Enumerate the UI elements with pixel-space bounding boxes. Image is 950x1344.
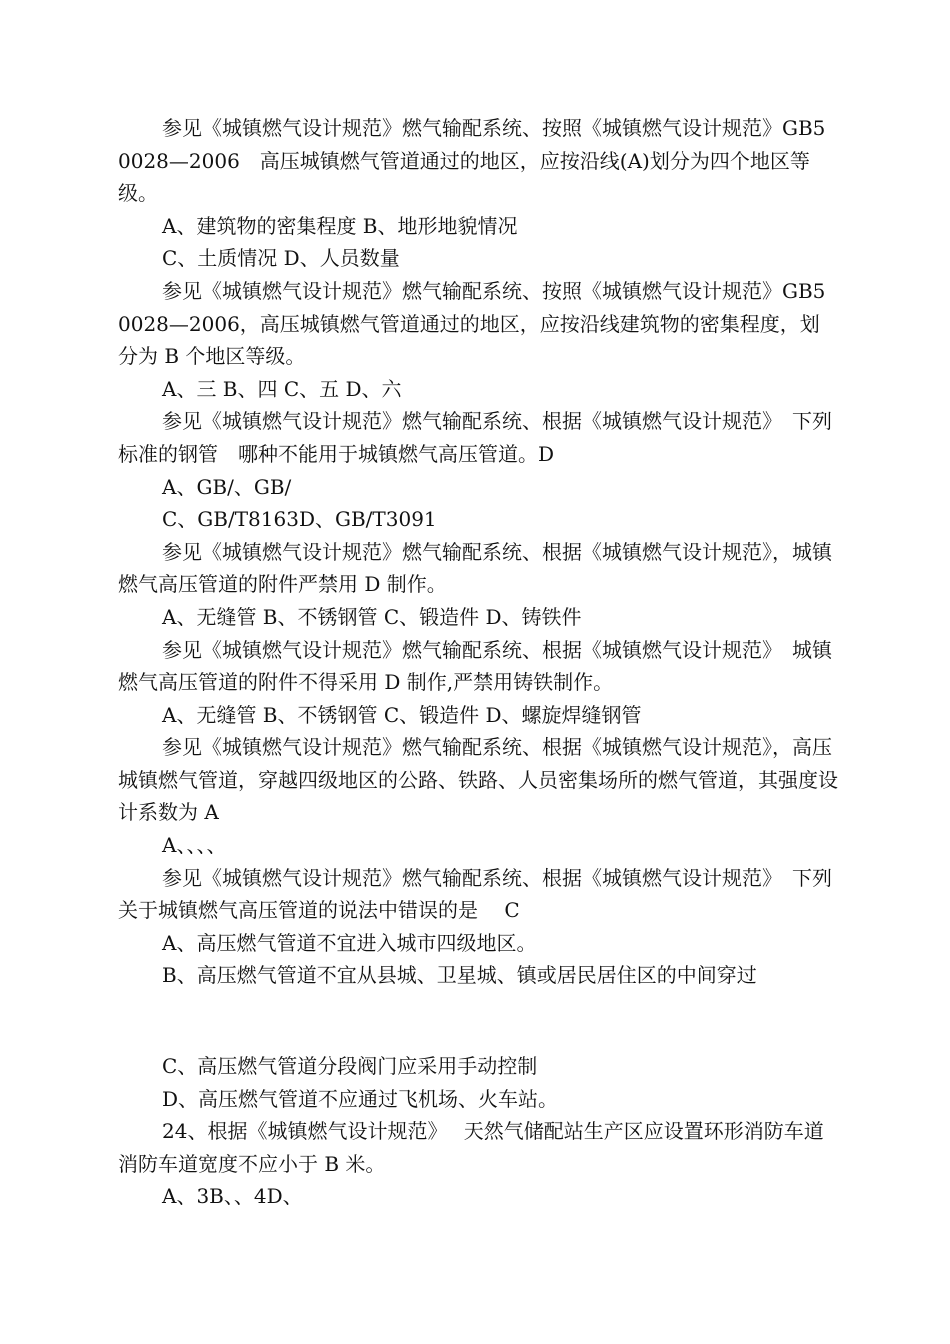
question-paragraph: 参见《城镇燃气设计规范》燃气输配系统、根据《城镇燃气设计规范》，城镇燃气高压管道的附件严禁用 D 制作。 bbox=[118, 539, 832, 597]
question-paragraph: 参见《城镇燃气设计规范》燃气输配系统、按照《城镇燃气设计规范》GB50028—2006 高压城镇燃气管道通过的地区，应按沿线(A)划分为四个地区等级。 bbox=[118, 116, 826, 206]
question-paragraph: 参见《城镇燃气设计规范》燃气输配系统、根据《城镇燃气设计规范》 城镇燃气高压管道的附件不得采用 D 制作,严禁用铸铁制作。 bbox=[118, 637, 832, 695]
question-paragraph: 参见《城镇燃气设计规范》燃气输配系统、根据《城镇燃气设计规范》，高压城镇燃气管道，穿越四级地区的公路、铁路、人员密集场所的燃气管道，其强度设计系数为 A bbox=[118, 735, 838, 825]
answer-options-line: C、土质情况 D、人员数量 bbox=[162, 246, 400, 271]
question-paragraph: 参见《城镇燃气设计规范》燃气输配系统、根据《城镇燃气设计规范》 下列关于城镇燃气高压管道的说法中错误的是 C bbox=[118, 865, 832, 923]
answer-options-line: D、高压燃气管道不应通过飞机场、火车站。 bbox=[162, 1086, 559, 1111]
answer-options-line: A、高压燃气管道不宜进入城市四级地区。 bbox=[162, 930, 537, 955]
answer-options-line: A、无缝管 B、不锈钢管 C、锻造件 D、螺旋焊缝钢管 bbox=[162, 702, 642, 727]
answer-options-line: B、高压燃气管道不宜从县城、卫星城、镇或居民居住区的中间穿过 bbox=[162, 963, 757, 988]
answer-options-line: A、无缝管 B、不锈钢管 C、锻造件 D、铸铁件 bbox=[162, 604, 582, 629]
answer-options-line: A、GB/、GB/ bbox=[162, 474, 292, 499]
question-paragraph: 参见《城镇燃气设计规范》燃气输配系统、按照《城镇燃气设计规范》GB50028—2006，高压城镇燃气管道通过的地区，应按沿线建筑物的密集程度，划分为 B 个地区等级。 bbox=[118, 278, 826, 369]
answer-options-line: A、三 B、四 C、五 D、六 bbox=[162, 376, 402, 401]
answer-options-line: A、3B、、4D、 bbox=[162, 1184, 303, 1209]
document-body bbox=[118, 112, 844, 1213]
question-paragraph: 参见《城镇燃气设计规范》燃气输配系统、根据《城镇燃气设计规范》 下列标准的钢管 哪种不能用于城镇燃气高压管道。D bbox=[118, 409, 832, 466]
question-paragraph: 24、根据《城镇燃气设计规范》 天然气储配站生产区应设置环形消防车道 消防车道宽度不应小于 B 米。 bbox=[118, 1119, 844, 1176]
answer-options-line: A、建筑物的密集程度 B、地形地貌情况 bbox=[162, 213, 518, 238]
answer-options-line: C、GB/T8163D、GB/T3091 bbox=[162, 507, 437, 532]
answer-options-line: A、、、、 bbox=[162, 833, 227, 858]
answer-options-line: C、高压燃气管道分段阀门应采用手动控制 bbox=[162, 1054, 538, 1079]
blank-line bbox=[118, 1012, 838, 1030]
